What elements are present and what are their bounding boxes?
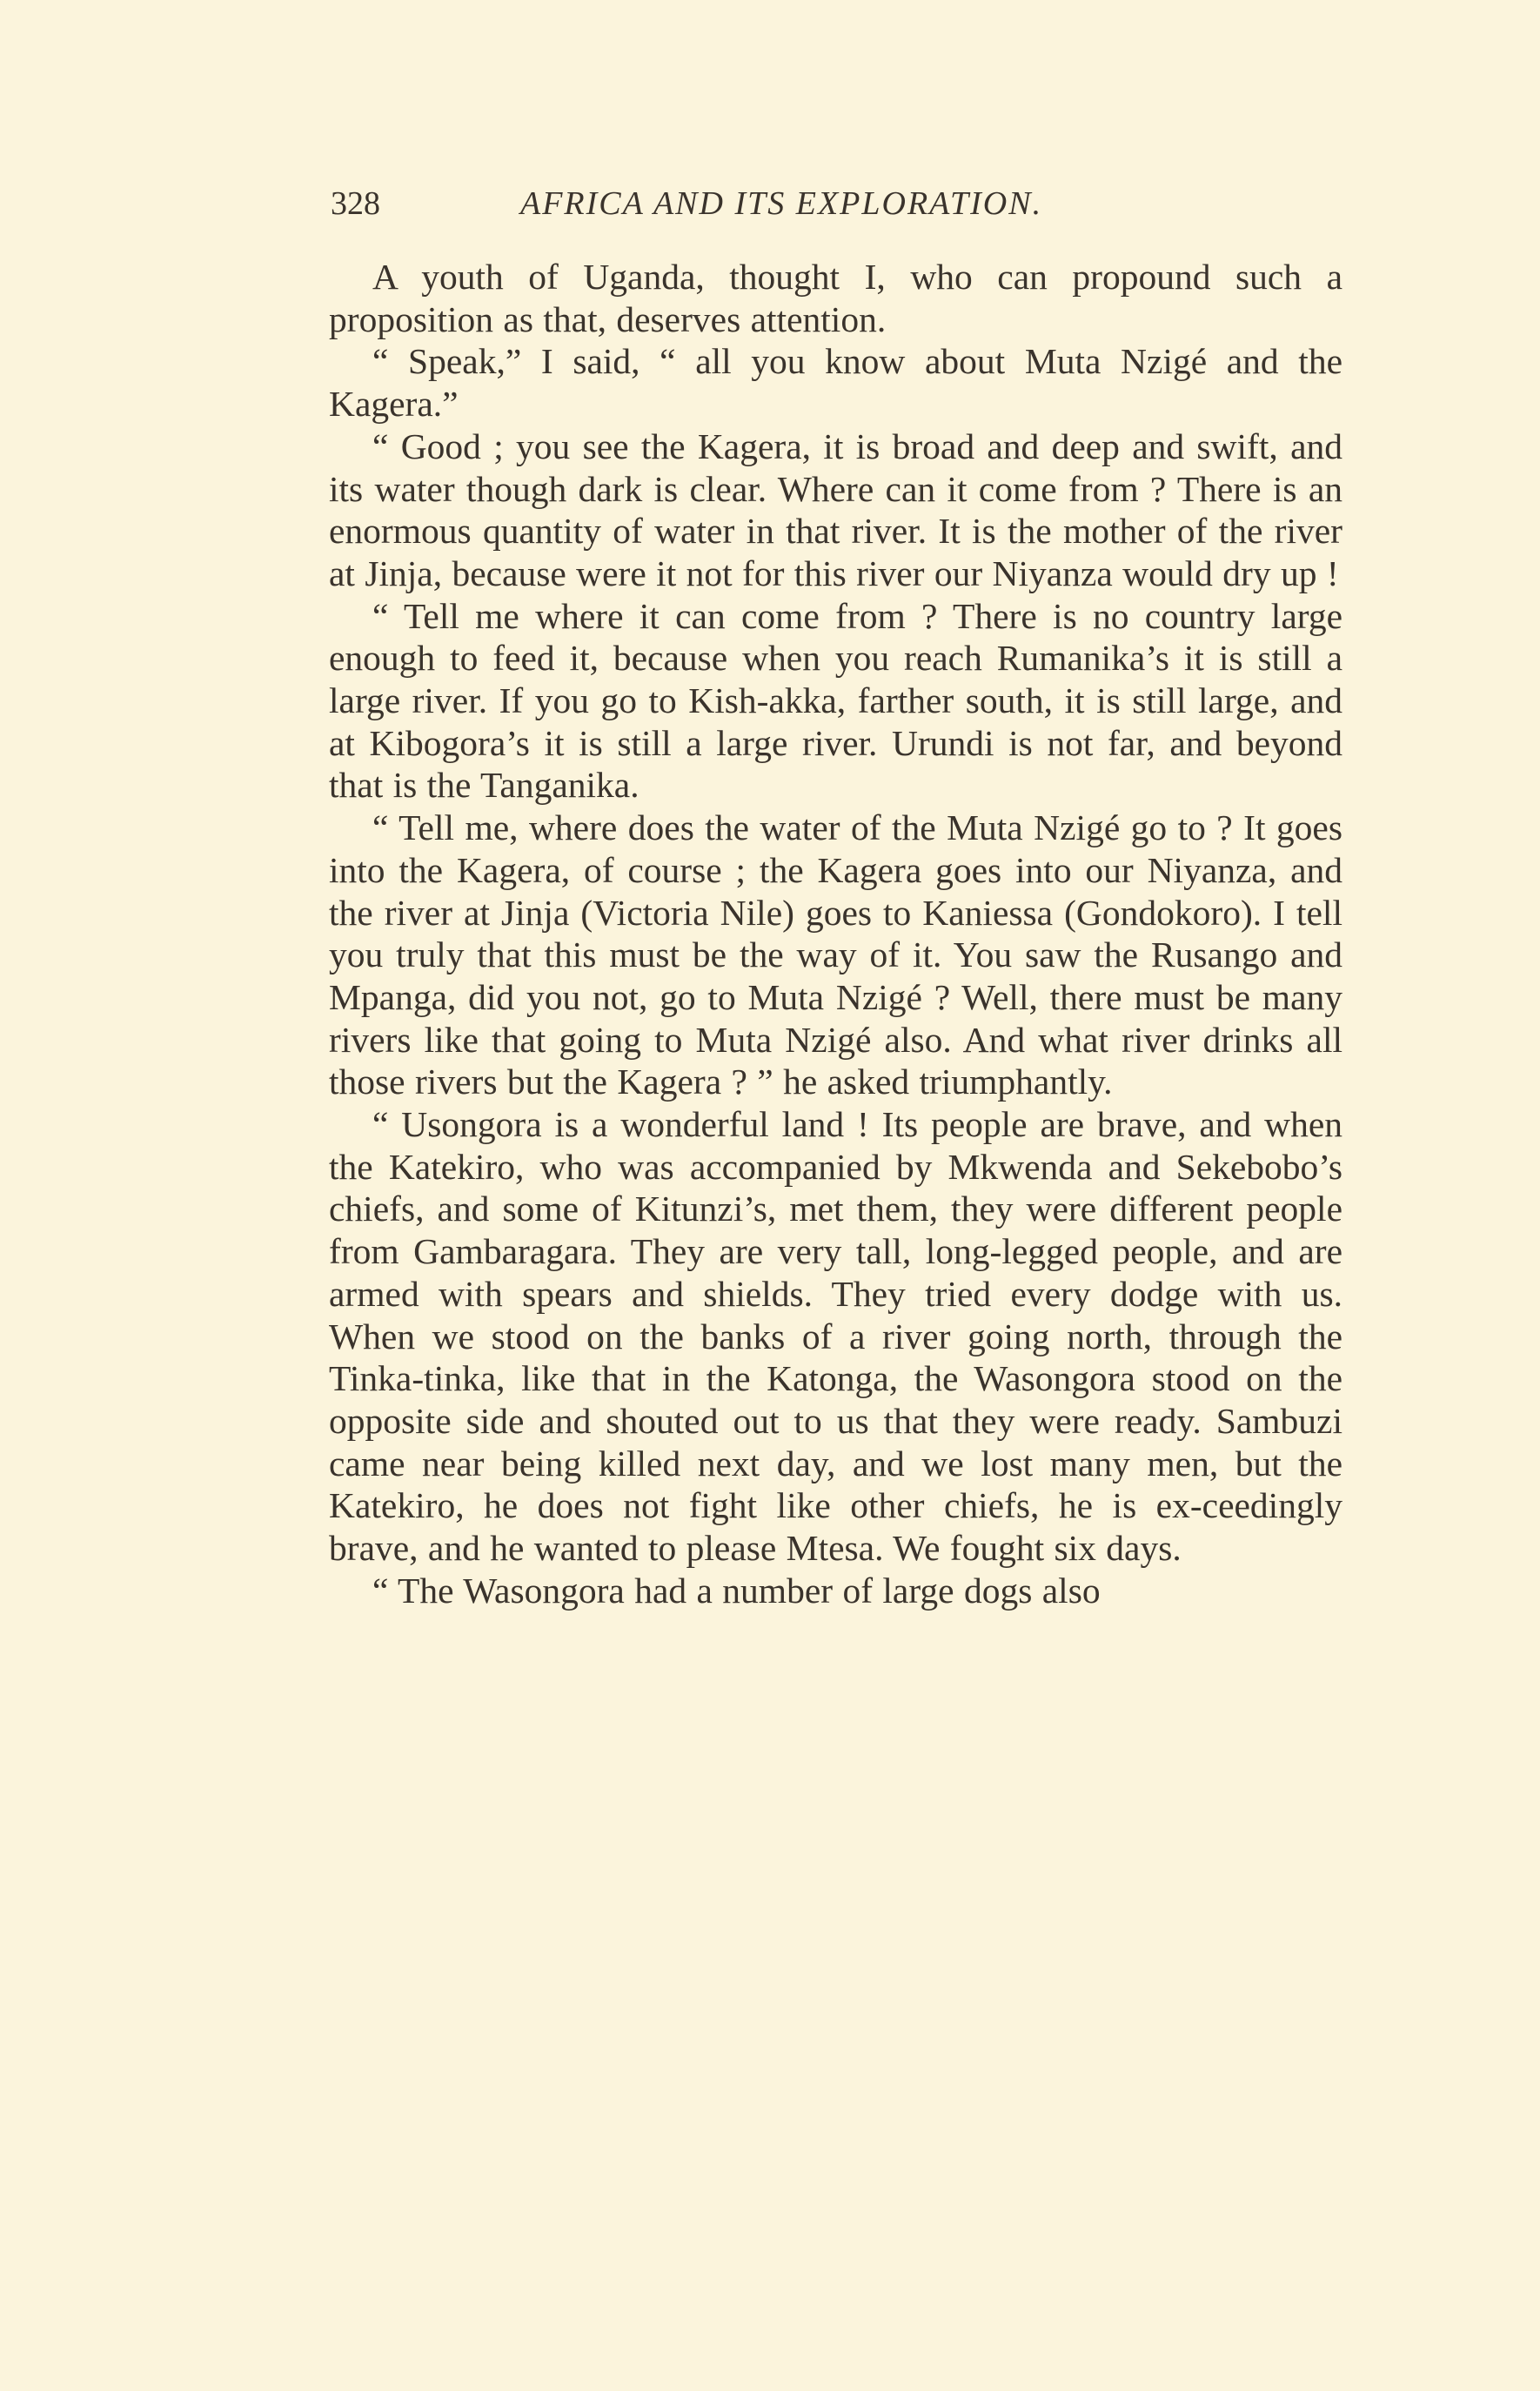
running-head: AFRICA AND ITS EXPLORATION. (520, 185, 1043, 222)
page-number: 328 (331, 185, 380, 222)
paragraph: “ Speak,” I said, “ all you know about Muta Nzigé and the Kagera.” (329, 341, 1342, 425)
page-header (331, 184, 1357, 228)
paragraph: “ Good ; you see the Kagera, it is broad and deep and swift, and its water though dark is clear. Where can it come from ? There is an enormous quantity of water in that river. It is the mother of the river at Jinja, because were it not for this river our Niyanza would dry up ! (329, 425, 1342, 593)
paragraph: “ The Wasongora had a number of large dogs also (372, 1570, 1101, 1611)
paragraph: “ Usongora is a wonderful land ! Its people are brave, and when the Katekiro, who was accompanied by Mkwenda and Sekebobo’s chiefs, and some of Kitunzi’s, met them, they were different people from Gambaragara. They are very tall, long-legged people, and are armed with spears and shields. They tried every dodge with us. When we stood on the banks of a river going north, through the Tinka-tinka, like that in the Katonga, the Wasongora stood on the opposite side and shouted out to us that they were ready. Sambuzi came near being killed next day, and we lost many men, but the Katekiro, he does not fight like other chiefs, he is ex-ceedingly brave, and he wanted to please Mtesa. We fought six days. (329, 1104, 1342, 1569)
body-text (329, 256, 1342, 1612)
paragraph: “ Tell me where it can come from ? There is no country large enough to feed it, because when you reach Rumanika’s it is still a large river. If you go to Kish-akka, farther south, it is still large, and at Kibogora’s it is still a large river. Urundi is not far, and beyond that is the Tanganika. (329, 595, 1342, 806)
paragraph: A youth of Uganda, thought I, who can propound such a proposition as that, deserves attention. (329, 257, 1342, 339)
paragraph: “ Tell me, where does the water of the Muta Nzigé go to ? It goes into the Kagera, of course ; the Kagera goes into our Niyanza, and the river at Jinja (Victoria Nile) goes to Kaniessa (Gondokoro). I tell you truly that this must be the way of it. You saw the Rusango and Mpanga, did you not, go to Muta Nzigé ? Well, there must be many rivers like that going to Muta Nzigé also. And what river drinks all those rivers but the Kagera ? ” he asked triumphantly. (329, 807, 1342, 1102)
